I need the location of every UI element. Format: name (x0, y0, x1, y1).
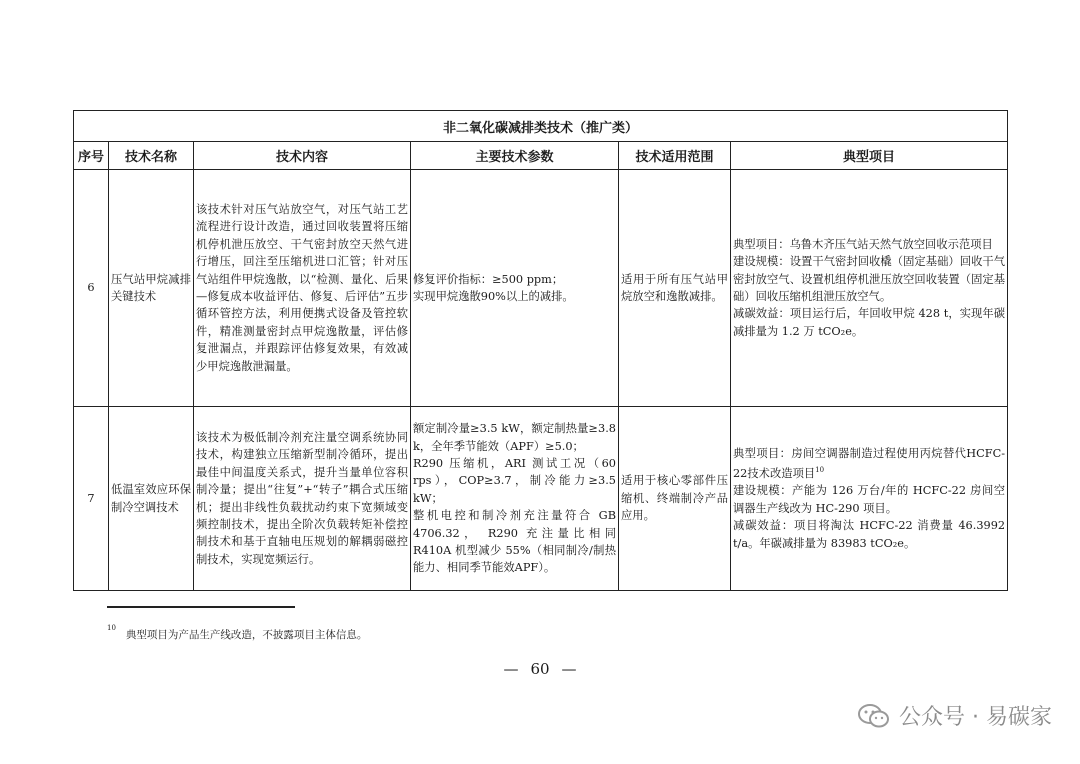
tech-content: 该技术为极低制冷剂充注量空调系统协同技术，构建独立压缩新型制冷循环，提出最佳中间温度关系式，提升当量单位容积制冷量；提出“往复”+“转子”耦合式压缩机；提出非线性负载扰动约束下宽频域变频控制技术，提出全阶次负载转矩补偿控制技术和基于直轴电压规划的解耦弱磁控制技术，实现宽频运行。 (194, 407, 411, 591)
header-no: 序号 (74, 142, 109, 170)
header-name: 技术名称 (109, 142, 194, 170)
table-row (74, 407, 1008, 591)
tech-table (73, 110, 1008, 591)
row-number: 7 (74, 407, 109, 591)
footnote-text: 典型项目为产品生产线改造，不披露项目主体信息。 (125, 629, 368, 641)
table-row (74, 170, 1008, 407)
project-rest: 建设规模：产能为 126 万台/年的 HCFC-22 房间空调器生产线改为 HC-290 项目。 减碳效益：项目将淘汰 HCFC-22 消费量 46.3992 t/a。年碳减排量为 83983 tCO₂e。 (733, 484, 1006, 550)
page-number: — 60 — (503, 660, 577, 678)
tech-name: 压气站甲烷减排关键技术 (109, 170, 194, 407)
typical-project: 典型项目：乌鲁木齐压气站天然气放空回收示范项目 建设规模：设置干气密封回收橇（固定基础）回收干气密封放空气、设置机组停机泄压放空回收装置（固定基础）回收压缩机组泄压放空气。 减碳效益：项目运行后，年回收甲烷 428 t，实现年碳减排量为 1.2 万 tCO₂e。 (731, 170, 1008, 407)
table-title: 非二氧化碳减排类技术（推广类） (74, 111, 1008, 142)
watermark (857, 700, 1052, 731)
tech-name: 低温室效应环保制冷空调技术 (109, 407, 194, 591)
tech-scope: 适用于核心零部件压缩机、终端制冷产品应用。 (619, 407, 731, 591)
project-line1: 典型项目：房间空调器制造过程使用丙烷替代HCFC-22技术改造项目 (733, 446, 1006, 481)
typical-project (731, 407, 1008, 591)
header-project: 典型项目 (731, 142, 1008, 170)
footnote-number: 10 (107, 623, 116, 632)
header-scope: 技术适用范围 (619, 142, 731, 170)
tech-params: 额定制冷量≥3.5 kW，额定制热量≥3.8 k，全年季节能效（APF）≥5.0； R290 压缩机，ARI 测试工况（60 rps），COP≥3.7，制冷能力≥3.5 kW； 整机电控和制冷剂充注量符合 GB 4706.32， R290 充注量比相同 R410A 机型减少 55%（相同制冷/制热能力、相同季节能效APF）。 (411, 407, 619, 591)
wechat-icon (857, 702, 891, 730)
page-number-value: 60 (530, 660, 550, 678)
footnote-ref: 10 (815, 466, 825, 475)
row-number: 6 (74, 170, 109, 407)
watermark-text: 公众号 · 易碳家 (899, 705, 1052, 730)
footnote-divider (107, 606, 295, 608)
tech-scope: 适用于所有压气站甲烷放空和逸散减排。 (619, 170, 731, 407)
tech-content: 该技术针对压气站放空气，对压气站工艺流程进行设计改造，通过回收装置将压缩机停机泄压放空、干气密封放空天然气进行增压，回注至压缩机进口汇管；针对压气站组件甲烷逸散，以“检测、量化、后果—修复成本收益评估、修复、后评估”五步循环管控方法，利用便携式设备及管控软件，精准测量密封点甲烷逸散量，评估修复泄漏点，并跟踪评估修复效果，有效减少甲烷逸散泄漏量。 (194, 170, 411, 407)
tech-params: 修复评价指标：≥500 ppm； 实现甲烷逸散90%以上的减排。 (411, 170, 619, 407)
header-params: 主要技术参数 (411, 142, 619, 170)
header-content: 技术内容 (194, 142, 411, 170)
footnote (107, 623, 368, 642)
